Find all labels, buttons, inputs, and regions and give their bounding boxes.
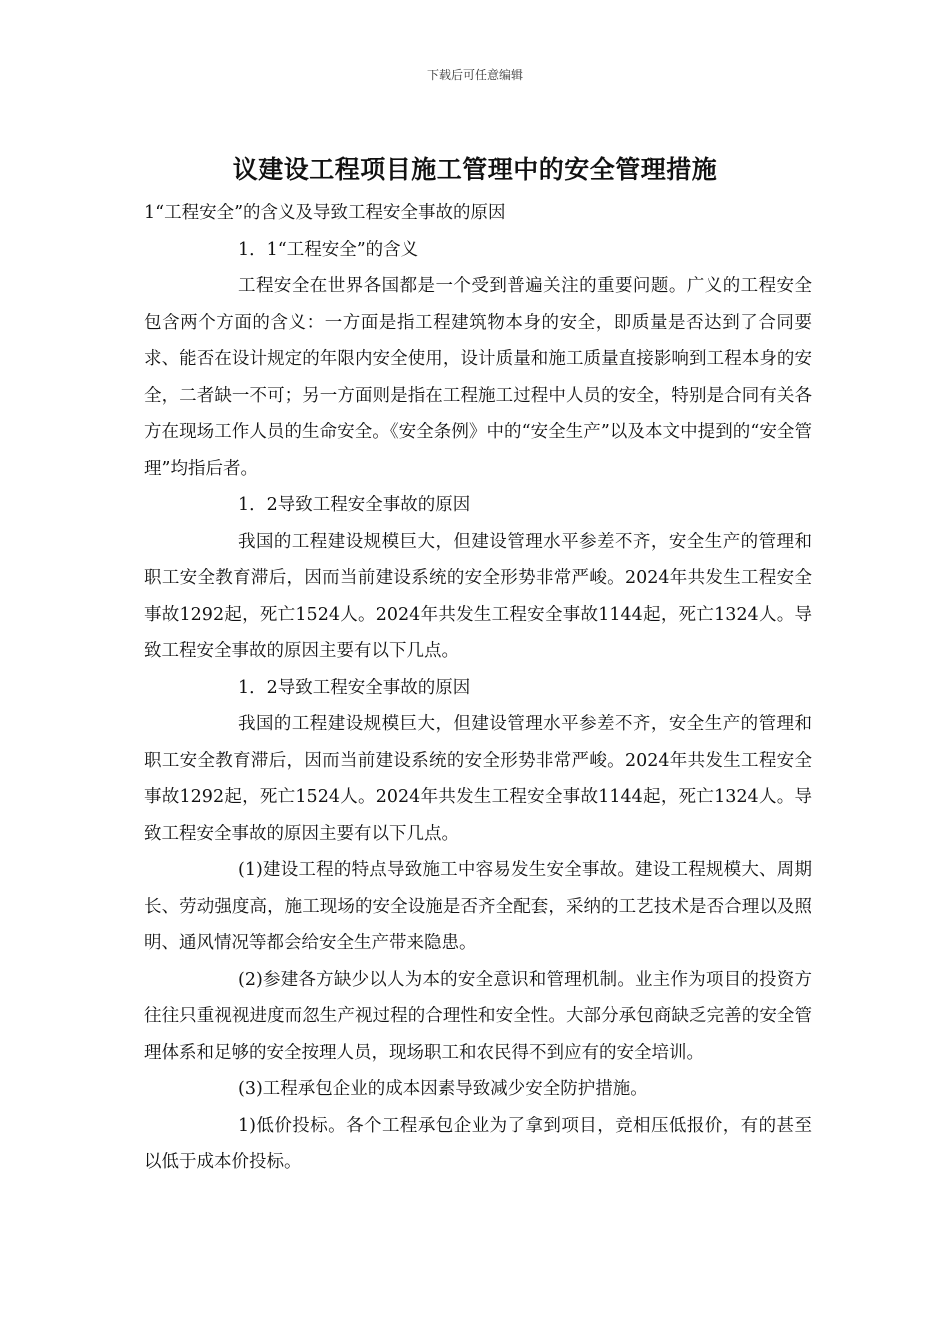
document-title: 议建设工程项目施工管理中的安全管理措施 bbox=[232, 155, 718, 184]
paragraph: 工程安全在世界各国都是一个受到普遍关注的重要问题。广义的工程安全包含两个方面的含义：一方面是指工程建筑物本身的安全，即质量是否达到了合同要求、能否在设计规定的年限内安全使用，设计质量和施工质量直接影响到工程本身的安全，二者缺一不可；另一方面则是指在工程施工过程中人员的安全，特别是合同有关各方在现场工作人员的生命安全。《安全条例》中的“安全生产”以及本文中提到的“安全管理”均指后者。 bbox=[144, 276, 812, 479]
subsection-heading: 1．2导致工程安全事故的原因 bbox=[238, 495, 471, 515]
paragraph: 我国的工程建设规模巨大，但建设管理水平参差不齐，安全生产的管理和职工安全教育滞后，因而当前建设系统的安全形势非常严峻。2024年共发生工程安全事故1292起，死亡1524人。2024年共发生工程安全事故1144起，死亡1324人。导致工程安全事故的原因主要有以下几点。 bbox=[144, 531, 812, 661]
section-heading: 1“工程安全”的含义及导致工程安全事故的原因 bbox=[144, 203, 506, 223]
paragraph: 我国的工程建设规模巨大，但建设管理水平参差不齐，安全生产的管理和职工安全教育滞后，因而当前建设系统的安全形势非常严峻。2024年共发生工程安全事故1292起，死亡1524人。2024年共发生工程安全事故1144起，死亡1324人。导致工程安全事故的原因主要有以下几点。 bbox=[144, 714, 812, 844]
document-body bbox=[144, 195, 812, 1181]
list-item-paragraph: 1)低价投标。各个工程承包企业为了拿到项目，竞相压低报价，有的甚至以低于成本价投标。 bbox=[144, 1115, 812, 1172]
subsection-heading: 1．2导致工程安全事故的原因 bbox=[238, 677, 471, 698]
list-item-paragraph: (2)参建各方缺少以人为本的安全意识和管理机制。业主作为项目的投资方往往只重视视进度而忽生产视过程的合理性和安全性。大部分承包商缺乏完善的安全管理体系和足够的安全按理人员，现场职工和农民得不到应有的安全培训。 bbox=[144, 969, 812, 1063]
download-note: 下载后可任意编辑 bbox=[426, 68, 523, 82]
subsection-heading: 1．1“工程安全”的含义 bbox=[238, 239, 419, 260]
list-item-paragraph: (3)工程承包企业的成本因素导致减少安全防护措施。 bbox=[238, 1079, 648, 1099]
list-item-paragraph: (1)建设工程的特点导致施工中容易发生安全事故。建设工程规模大、周期长、劳动强度高，施工现场的安全设施是否齐全配套，采纳的工艺技术是否合理以及照明、通风情况等都会给安全生产带来隐患。 bbox=[144, 860, 812, 953]
